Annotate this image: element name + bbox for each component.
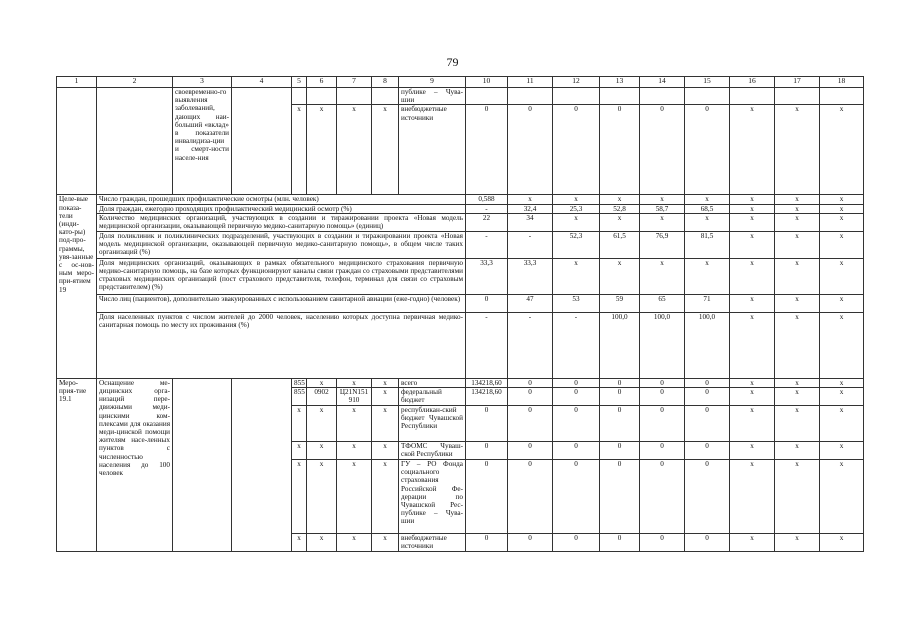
value-cell: x [820,195,864,204]
code-cell: x [307,460,337,534]
value-cell: x [820,105,864,195]
value-cell: 0 [640,534,685,552]
value-cell: 22 [466,213,508,231]
targets-label: Целе-вые показа-тели (инди-като-ры) под-про-граммы, увя-занные с ос-нов-ным меро-при-ятием 19 [57,195,97,378]
col-header: 1 [57,77,97,88]
value-cell: 58,7 [640,204,685,213]
code-cell: x [337,442,372,460]
value-cell: x [820,312,864,378]
empty-cell [292,88,307,105]
value-cell: 0 [466,406,508,442]
code-cell: 0902 [307,388,337,406]
event-name: Оснащение ме-дицинских орга-низаций пере-движными меди-цинскими ком-плексами для оказания меди-цинской помощи жителям насе-ленных пунктов с численностью населения до 100 человек [97,378,173,551]
indicator-row [57,258,864,294]
col-header: 6 [307,77,337,88]
value-cell: 33,3 [508,258,553,294]
value-cell: 100,0 [640,312,685,378]
code-cell: x [372,442,399,460]
value-cell: 53 [553,294,600,312]
value-cell: 61,5 [600,231,640,258]
funding-source: ГУ – РО Фонда социального страхования Российской Фе-дерации по Чувашской Рес-публике – Чува-шии [399,460,466,534]
code-cell: x [372,406,399,442]
empty-cell [508,88,553,105]
value-cell: 0 [553,534,600,552]
column-number-row [57,77,864,88]
value-cell: 0 [685,105,730,195]
value-cell: 0 [685,378,730,387]
table-row [57,88,864,105]
empty-cell [600,88,640,105]
value-cell: 100,0 [600,312,640,378]
funding-source: республикан-ский бюджет Чувашской Республики [399,406,466,442]
value-cell: x [775,195,820,204]
code-cell: x [307,442,337,460]
empty-cell [57,88,97,195]
value-cell: 0 [640,406,685,442]
value-cell: x [730,204,775,213]
value-cell: 0 [600,406,640,442]
code-cell: x [292,442,307,460]
value-cell: 0 [553,105,600,195]
code-cell: x [337,105,372,195]
value-cell: 0 [466,460,508,534]
value-cell: 0 [553,442,600,460]
code-cell: x [307,406,337,442]
value-cell: 0 [640,442,685,460]
value-cell: x [685,258,730,294]
code-cell: x [307,534,337,552]
value-cell: 0 [466,105,508,195]
value-cell: x [508,195,553,204]
value-cell: 0 [553,460,600,534]
value-cell: 34 [508,213,553,231]
value-cell: x [820,388,864,406]
value-cell: x [820,213,864,231]
value-cell: x [553,258,600,294]
value-cell: 0 [466,442,508,460]
code-cell: x [292,105,307,195]
value-cell: x [730,213,775,231]
value-cell: 134218,60 [466,388,508,406]
code-cell: x [372,105,399,195]
value-cell: 0 [600,388,640,406]
code-cell: x [372,378,399,387]
value-cell: x [775,105,820,195]
value-cell: x [685,195,730,204]
value-cell: x [820,294,864,312]
value-cell: x [730,195,775,204]
indicator-name: Доля граждан, ежегодно проходящих профилактический медицинский осмотр (%) [97,204,466,213]
value-cell: 0 [640,105,685,195]
value-cell: x [730,460,775,534]
col-header: 12 [553,77,600,88]
col-header: 10 [466,77,508,88]
value-cell: 0 [466,294,508,312]
value-cell: 52,8 [600,204,640,213]
value-cell: x [775,213,820,231]
value-cell: 0 [508,534,553,552]
value-cell: x [730,294,775,312]
value-cell: x [640,195,685,204]
code-cell: x [372,460,399,534]
empty-cell [232,378,292,551]
empty-cell [307,88,337,105]
funding-source: внебюджетные источники [399,105,466,195]
value-cell: - [508,312,553,378]
value-cell: x [775,258,820,294]
code-cell: x [292,534,307,552]
col-header: 18 [820,77,864,88]
code-cell: x [337,534,372,552]
col-header: 13 [600,77,640,88]
indicator-row [57,294,864,312]
value-cell: 59 [600,294,640,312]
funding-row [57,378,864,387]
value-cell: 0 [685,388,730,406]
value-cell: x [820,460,864,534]
col-header: 16 [730,77,775,88]
value-cell: 68,5 [685,204,730,213]
empty-cell [466,88,508,105]
empty-cell [730,88,775,105]
value-cell: x [775,231,820,258]
value-cell: 0 [508,442,553,460]
value-cell: 52,3 [553,231,600,258]
value-cell: 0 [640,378,685,387]
value-cell: - [466,312,508,378]
indicator-name: Доля медицинских организаций, оказывающих в рамках обязательного медицинского страхования первичную медико-санитарную помощь, на базе которых функционируют каналы связи граждан со страховыми представителями страховых медицинских организаций (пост страхового представителя, телефон, терминал для связи со страховым представителем) (%) [97,258,466,294]
value-cell: x [820,258,864,294]
value-cell: 134218,60 [466,378,508,387]
col-header: 3 [173,77,232,88]
code-cell: x [337,378,372,387]
code-cell: x [372,388,399,406]
value-cell: x [775,204,820,213]
empty-cell [685,88,730,105]
col-header: 15 [685,77,730,88]
value-cell: 0 [508,388,553,406]
indicator-row [57,204,864,213]
program-table [56,76,864,552]
value-cell: x [775,294,820,312]
value-cell: x [640,213,685,231]
code-cell: x [372,534,399,552]
value-cell: 0 [508,406,553,442]
funding-source: ТФОМС Чуваш-ской Республики [399,442,466,460]
value-cell: 0 [508,105,553,195]
value-cell: 0 [685,442,730,460]
col-header: 8 [372,77,399,88]
value-cell: x [775,406,820,442]
value-cell: x [730,406,775,442]
value-cell: 33,3 [466,258,508,294]
value-cell: 81,5 [685,231,730,258]
value-cell: x [600,195,640,204]
value-cell: - [466,204,508,213]
value-cell: x [600,213,640,231]
col-header: 7 [337,77,372,88]
value-cell: x [730,442,775,460]
value-cell: x [820,534,864,552]
value-cell: x [685,213,730,231]
col-header: 17 [775,77,820,88]
value-cell: 100,0 [685,312,730,378]
value-cell: x [775,312,820,378]
code-cell: x [292,460,307,534]
event-label: Меро-прия-тие 19.1 [57,378,97,551]
value-cell: x [775,460,820,534]
value-cell: x [600,258,640,294]
indicator-row [57,312,864,378]
value-cell: 0 [508,378,553,387]
value-cell: 0 [553,388,600,406]
indicator-name: Число граждан, прошедших профилактические осмотры (млн. человек) [97,195,466,204]
page-number: 79 [446,55,459,69]
col-header: 5 [292,77,307,88]
value-cell: x [730,312,775,378]
value-cell: 0 [600,378,640,387]
value-cell: x [730,378,775,387]
value-cell: 0,588 [466,195,508,204]
value-cell: x [730,258,775,294]
indicator-name: Количество медицинских организаций, участвующих в создании и тиражировании проекта «Новая модель медицинской организации, оказывающей первичную медико-санитарную помощь» (единиц) [97,213,466,231]
col-header: 4 [232,77,292,88]
value-cell: 25,3 [553,204,600,213]
indicator-name: Число лиц (пациентов), дополнительно эвакуированных с использованием санитарной авиации (еже-годно) (человек) [97,294,466,312]
code-cell: Ц21N151 910 [337,388,372,406]
code-cell: x [307,378,337,387]
indicator-name: Доля поликлиник и поликлинических подразделений, участвующих в создании и тиражировании проекта «Новая модель медицинской организации, оказывающей первичную медико-санитарную помощь», в общем числе таких организаций (%) [97,231,466,258]
value-cell: 0 [553,378,600,387]
empty-cell [337,88,372,105]
funding-source: публике – Чува-шии [399,88,466,105]
funding-source: всего [399,378,466,387]
value-cell: x [640,258,685,294]
value-cell: x [730,534,775,552]
value-cell: x [730,231,775,258]
empty-cell [553,88,600,105]
value-cell: x [553,195,600,204]
value-cell: 0 [553,406,600,442]
value-cell: - [553,312,600,378]
indicator-row [57,213,864,231]
value-cell: - [508,231,553,258]
value-cell: 71 [685,294,730,312]
value-cell: x [820,204,864,213]
value-cell: x [775,442,820,460]
code-cell: 855 [292,378,307,387]
value-cell: 32,4 [508,204,553,213]
value-cell: x [730,388,775,406]
empty-cell [775,88,820,105]
empty-cell [640,88,685,105]
indicator-row [57,231,864,258]
value-cell: x [820,378,864,387]
event-description-continued: своевременно-го выявления заболеваний, дающих наи-больший «вклад» в показатели инвалидиза-ции и смерт-ности населе-ния [173,88,232,195]
value-cell: 76,9 [640,231,685,258]
value-cell: 0 [640,388,685,406]
code-cell: x [307,105,337,195]
empty-cell [232,88,292,195]
value-cell: 65 [640,294,685,312]
funding-source: федеральный бюджет [399,388,466,406]
value-cell: 0 [640,460,685,534]
empty-cell [173,378,232,551]
value-cell: 0 [685,406,730,442]
value-cell: x [820,442,864,460]
code-cell: 855 [292,388,307,406]
value-cell: - [466,231,508,258]
col-header: 11 [508,77,553,88]
code-cell: x [292,406,307,442]
empty-cell [97,88,173,195]
value-cell: 0 [508,460,553,534]
col-header: 9 [399,77,466,88]
value-cell: x [775,534,820,552]
code-cell: x [337,406,372,442]
value-cell: x [730,105,775,195]
value-cell: 0 [600,105,640,195]
value-cell: x [820,231,864,258]
col-header: 2 [97,77,173,88]
value-cell: 0 [685,534,730,552]
funding-source: внебюджетные источники [399,534,466,552]
indicator-row [57,195,864,204]
value-cell: 0 [466,534,508,552]
empty-cell [372,88,399,105]
value-cell: 0 [685,460,730,534]
code-cell: x [337,460,372,534]
empty-cell [820,88,864,105]
value-cell: x [553,213,600,231]
value-cell: 0 [600,442,640,460]
value-cell: x [820,406,864,442]
value-cell: 47 [508,294,553,312]
value-cell: x [775,388,820,406]
value-cell: x [775,378,820,387]
value-cell: 0 [600,534,640,552]
col-header: 14 [640,77,685,88]
value-cell: 0 [600,460,640,534]
indicator-name: Доля населенных пунктов с числом жителей до 2000 человек, населению которых доступна первичная медико-санитарная помощь по месту их проживания (%) [97,312,466,378]
